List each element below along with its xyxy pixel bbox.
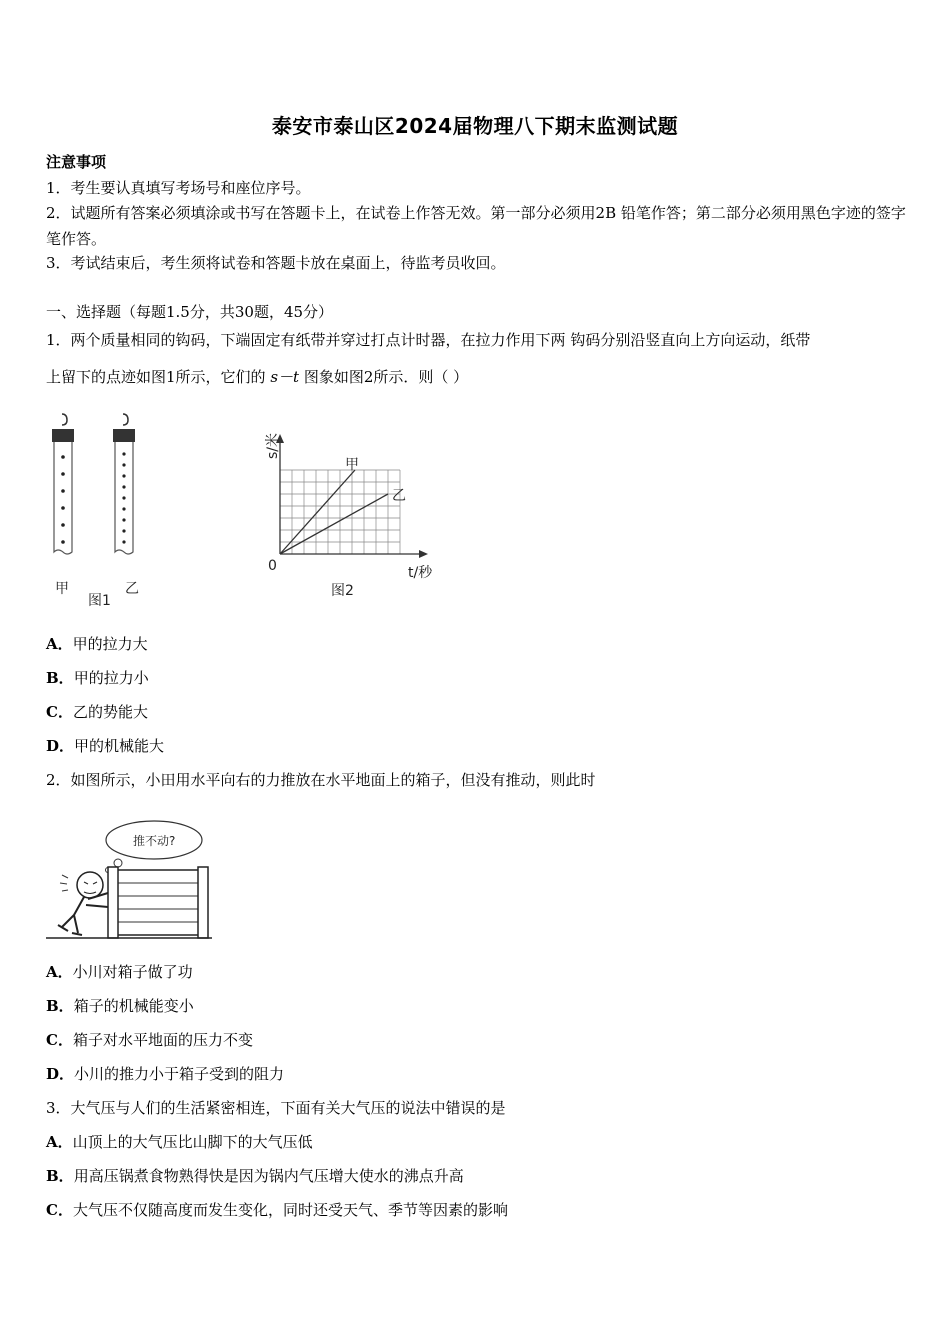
q3-stem: 3．大气压与人们的生活紧密相连，下面有关大气压的说法中错误的是 <box>46 1099 506 1117</box>
fig2-y-axis: s/米 <box>265 432 282 460</box>
figure-push-box <box>44 815 214 940</box>
figure-2-st-graph <box>255 430 445 580</box>
q1-option-c <box>46 702 148 722</box>
q1-stem-st: s－t <box>270 368 300 386</box>
fig2-x-axis: t/秒 <box>408 565 433 581</box>
fig1-caption: 图1 <box>88 593 111 609</box>
option-text: 甲的拉力小 <box>73 669 149 687</box>
fig2-line-jia: 甲 <box>345 457 359 473</box>
option-text: 小川的推力小于箱子受到的阻力 <box>74 1065 285 1083</box>
q2-option-d <box>46 1064 284 1084</box>
q1-option-d <box>46 736 164 756</box>
option-text: 甲的拉力大 <box>72 635 148 653</box>
option-letter: C． <box>46 1031 73 1049</box>
option-text: 乙的势能大 <box>72 703 148 721</box>
notice-item-1: 1．考生要认真填写考场号和座位序号。 <box>46 179 311 197</box>
q1-stem-pre: 上留下的点迹如图1所示，它们的 <box>46 368 271 386</box>
option-letter: D． <box>46 737 75 755</box>
bubble-text: 推不动? <box>133 834 176 848</box>
q2-option-c <box>46 1030 253 1050</box>
q3-option-a <box>46 1132 313 1152</box>
option-letter: A． <box>46 963 73 981</box>
option-letter: C． <box>46 1201 73 1219</box>
option-text: 箱子对水平地面的压力不变 <box>72 1031 253 1049</box>
option-letter: B． <box>46 669 74 687</box>
option-text: 大气压不仅随高度而发生变化，同时还受天气、季节等因素的影响 <box>72 1201 508 1219</box>
option-letter: D． <box>46 1065 75 1083</box>
q1-stem-line1: 1．两个质量相同的钩码，下端固定有纸带并穿过打点计时器，在拉力作用下两 钩码分别沿竖直向上方向运动，纸带 <box>46 331 811 349</box>
option-text: 箱子的机械能变小 <box>73 997 194 1015</box>
q1-stem-line2 <box>46 367 468 387</box>
option-text: 用高压锅煮食物熟得快是因为锅内气压增大使水的沸点升高 <box>73 1167 464 1185</box>
notice-item-3: 3．考试结束后，考生须将试卷和答题卡放在桌面上，待监考员收回。 <box>46 254 506 272</box>
option-text: 山顶上的大气压比山脚下的大气压低 <box>72 1133 313 1151</box>
page-title: 泰安市泰山区2024届物理八下期末监测试题 <box>271 114 679 138</box>
section-heading: 一、选择题（每题1.5分，共30题，45分） <box>46 303 334 321</box>
fig2-origin: 0 <box>268 558 277 574</box>
q2-option-a <box>46 962 193 982</box>
fig2-line-yi: 乙 <box>392 488 406 504</box>
q1-option-b <box>46 668 149 688</box>
option-letter: A． <box>46 1133 73 1151</box>
notice-heading: 注意事项 <box>46 153 107 171</box>
option-letter: A． <box>46 635 73 653</box>
option-letter: B． <box>46 997 74 1015</box>
q1-option-a <box>46 634 148 654</box>
option-letter: B． <box>46 1167 74 1185</box>
q2-option-b <box>46 996 194 1016</box>
q2-stem: 2．如图所示，小田用水平向右的力推放在水平地面上的箱子，但没有推动，则此时 <box>46 771 596 789</box>
option-text: 甲的机械能大 <box>74 737 165 755</box>
q1-stem-post: 图象如图2所示．则（ ） <box>299 368 469 386</box>
option-letter: C． <box>46 703 73 721</box>
q3-option-c <box>46 1200 508 1220</box>
q3-option-b <box>46 1166 464 1186</box>
fig1-label-yi: 乙 <box>125 581 139 597</box>
option-text: 小川对箱子做了功 <box>72 963 193 981</box>
notice-item-2: 2．试题所有答案必须填涂或书写在答题卡上，在试卷上作答无效。第一部分必须用2B 铅笔作答；第二部分必须用黑色字迹的签字笔作答。 <box>46 204 906 248</box>
fig2-caption: 图2 <box>331 583 354 599</box>
fig1-label-jia: 甲 <box>55 581 69 597</box>
